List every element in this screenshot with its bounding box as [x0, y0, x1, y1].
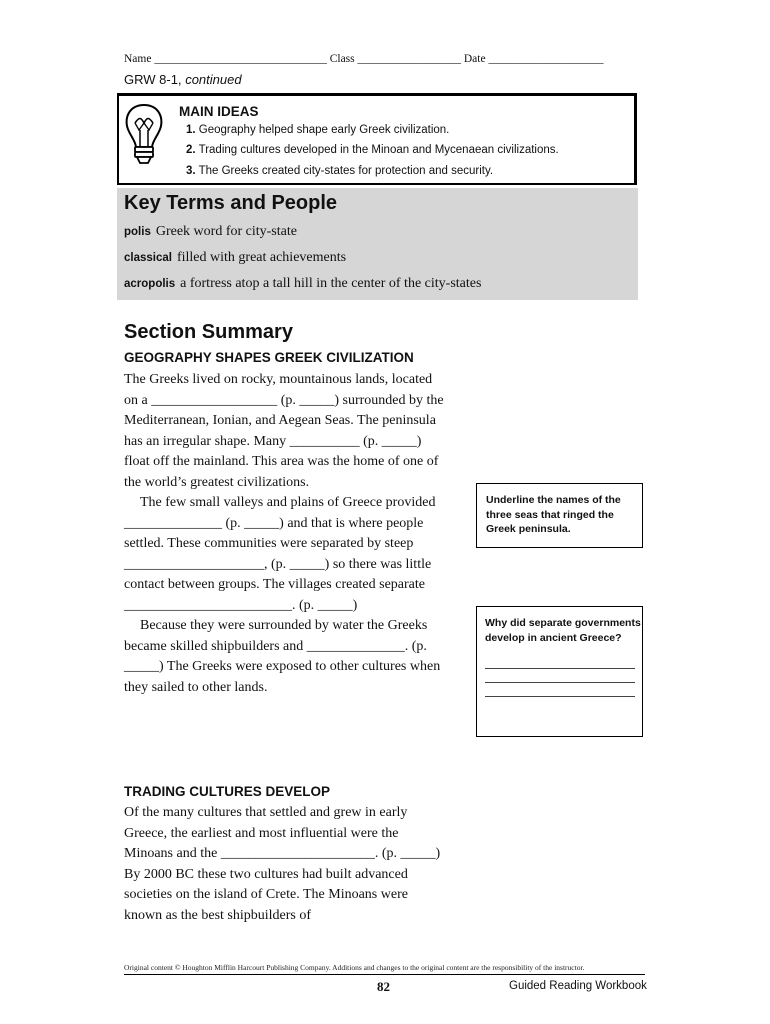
main-idea-item [186, 165, 493, 177]
page-number: 82 [377, 979, 390, 994]
main-idea-number: 1. [186, 124, 196, 136]
main-idea-text: Geography helped shape early Greek civilization. [198, 124, 450, 136]
section-summary-title: Section Summary [124, 321, 293, 343]
key-term-definition: Greek word for city-state [155, 224, 297, 239]
sidebar-question-text: Why did separate governments develop in ancient Greece? [485, 617, 641, 644]
main-idea-text: The Greeks created city-states for protection and security. [198, 165, 494, 177]
key-term-row [124, 276, 481, 292]
sidebar-question-text: Underline the names of the three seas that ringed the Greek peninsula. [486, 494, 621, 535]
section-code [124, 72, 242, 87]
main-ideas-title: MAIN IDEAS [179, 104, 259, 119]
footer-divider [124, 974, 645, 975]
summary-paragraph: The Greeks lived on rocky, mountainous lands, located on a __________________ (p. _____) surrounded by the Mediterranean, Ionian, and Aegean Seas. The peninsula has an irregular shape. Many __________ (p. _____) float off the mainland. This area was the home of one of the world’s greatest civilizations. [124, 372, 444, 490]
main-idea-item [186, 124, 449, 136]
subheading-geography: GEOGRAPHY SHAPES GREEK CIVILIZATION [124, 350, 414, 365]
answer-line[interactable] [485, 696, 635, 697]
summary-paragraph: Because they were surrounded by water the Greeks became skilled shipbuilders and ______________. (p. _____) The Greeks were exposed to other cultures when they sailed to other lands. [124, 618, 441, 695]
answer-line[interactable] [485, 682, 635, 683]
key-term-row [124, 224, 297, 240]
copyright-notice: Original content © Houghton Mifflin Harcourt Publishing Company. Additions and changes to the original content are the responsibility of the instructor. [124, 963, 585, 972]
key-terms-title: Key Terms and People [124, 192, 338, 214]
subheading-trading: TRADING CULTURES DEVELOP [124, 784, 331, 799]
section-code-number: GRW 8-1, [124, 72, 182, 87]
key-term-definition: a fortress atop a tall hill in the center of the city-states [180, 276, 482, 291]
summary-text-geography [124, 370, 444, 698]
main-idea-number: 3. [186, 165, 196, 177]
summary-text-trading [124, 803, 444, 926]
main-idea-text: Trading cultures developed in the Minoan and Mycenaean civilizations. [198, 144, 559, 156]
main-idea-number: 2. [186, 144, 196, 156]
key-term-row [124, 250, 346, 266]
sidebar-question-governments [476, 606, 643, 737]
key-term: acropolis [124, 278, 176, 290]
summary-paragraph: The few small valleys and plains of Greece provided ______________ (p. _____) and that is where people settled. These communities were separated by steep ____________________, (p. _____) so there was little contact between groups. The villages created separate ________________________. (p. _____) [124, 495, 436, 613]
sidebar-question-seas [476, 483, 643, 548]
answer-line[interactable] [485, 668, 635, 669]
key-term-definition: filled with great achievements [176, 250, 347, 265]
key-term: polis [124, 226, 151, 238]
continued-label: continued [185, 72, 242, 87]
main-idea-item [186, 144, 559, 156]
name-class-date-line: Name ______________________________ Class __________________ Date ____________________ [124, 53, 604, 65]
key-term: classical [124, 252, 172, 264]
lightbulb-icon [121, 99, 167, 167]
summary-paragraph: Of the many cultures that settled and grew in early Greece, the earliest and most influential were the Minoans and the ______________________. (p. _____) By 2000 BC these two cultures had built advanced societies on the island of Crete. The Minoans were known as the best shipbuilders of [124, 805, 441, 923]
workbook-title: Guided Reading Workbook [509, 980, 647, 992]
